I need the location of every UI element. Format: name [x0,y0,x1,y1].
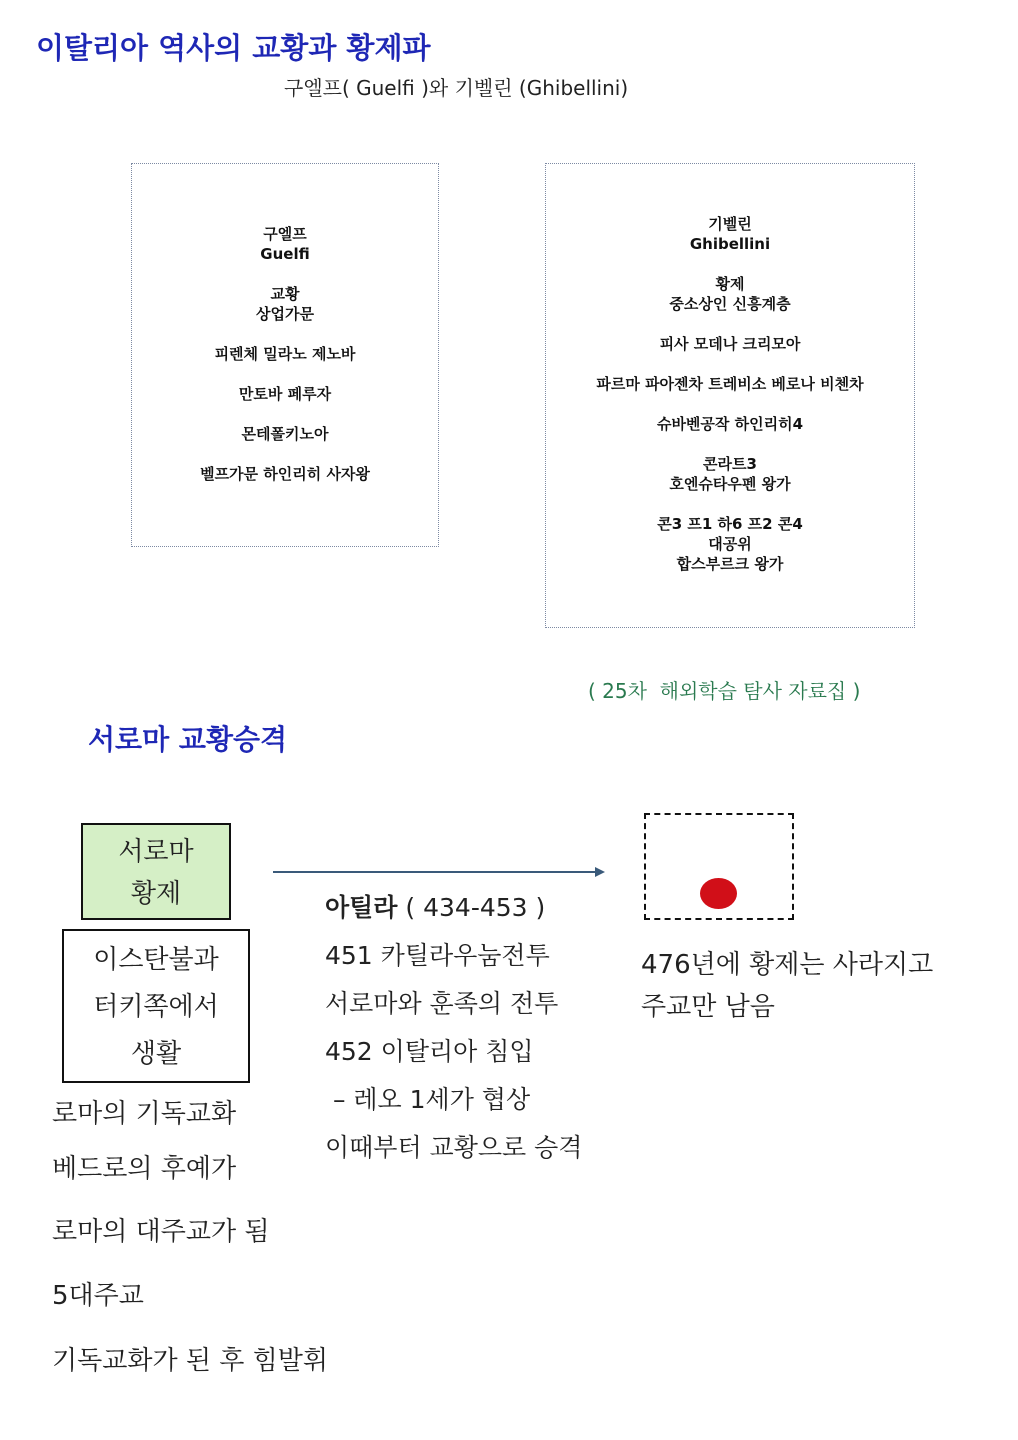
faction-line: 기벨린 [708,215,752,233]
faction-line: 만토바 페루자 [238,385,332,403]
left-note: 5대주교 [52,1281,144,1311]
source-note: ( 25차 해외학습 탐사 자료집 ) [588,679,861,703]
faction-block [546,454,914,494]
faction-line: 벨프가문 하인리히 사자왕 [200,465,370,483]
left-note: 로마의 기독교화 [52,1099,237,1129]
attila-years: ( 434-453 ) [397,893,546,922]
faction-line: 교황 [270,285,300,303]
emperor-box-line: 황제 [130,879,182,909]
left-note: 베드로의 후예가 [52,1154,237,1184]
emperor-box-line: 서로마 [118,837,194,867]
faction-line: 상업가문 [256,305,314,323]
faction-block [132,464,438,484]
faction-line: 슈바벤공작 하인리히4 [656,415,804,433]
right-note: 476년에 황제는 사라지고 [641,950,934,980]
page-subtitle: 구엘프( Guelfi )와 기벨린 (Ghibellini) [284,76,629,100]
faction-line: 피렌체 밀라노 제노바 [214,345,356,363]
istanbul-box-line: 터키쪽에서 [93,992,219,1022]
faction-block [546,214,914,254]
attila-name: 아틸라 [325,893,398,922]
attila-line: 451 카틸라우눔전투 [325,941,550,970]
attila-line: 452 이탈리아 침입 [325,1037,534,1066]
right-notes [641,944,933,1028]
left-note: 로마의 대주교가 됨 [52,1217,270,1247]
faction-block [546,334,914,354]
attila-line: 서로마와 훈족의 전투 [325,989,559,1018]
istanbul-box-line: 생활 [130,1039,182,1069]
red-dot-icon [700,878,737,909]
faction-line: 콘라트3 [703,455,757,473]
faction-line: 황제 [715,275,745,293]
section-title: 서로마 교황승격 [88,723,288,756]
faction-block [546,414,914,434]
western-emperor-box [81,823,231,920]
faction-block [546,274,914,314]
ghibellini-box [545,163,915,628]
faction-line: 파르마 파아젠차 트레비소 베로나 비첸차 [596,375,864,393]
faction-line: 구엘프 [263,225,307,243]
attila-line: – 레오 1세가 협상 [325,1085,531,1114]
faction-block [132,224,438,264]
faction-block [546,514,914,574]
faction-line: 몬테폴키노아 [241,425,329,443]
attila-line: 이때부터 교황으로 승격 [325,1133,583,1162]
right-note: 주교만 남음 [641,992,775,1022]
right-arrow-icon [273,862,609,882]
faction-line: 피사 모데나 크리모아 [659,335,801,353]
faction-line: 대공위 [708,535,752,553]
istanbul-box-line: 이스탄불과 [93,945,219,975]
attila-notes [325,884,582,1172]
page-title: 이탈리아 역사의 교황과 황제파 [36,31,431,65]
faction-block [132,284,438,324]
faction-line: Ghibellini [689,235,771,253]
faction-block [132,424,438,444]
faction-line: 콘3 프1 하6 프2 콘4 [657,515,803,533]
guelfi-box [131,163,439,547]
faction-line: 호엔슈타우펜 왕가 [669,475,791,493]
faction-line: 중소상인 신흥계층 [669,295,791,313]
left-note: 기독교화가 된 후 힘발휘 [52,1346,328,1376]
istanbul-box [62,929,250,1083]
faction-line: 합스부르크 왕가 [676,555,784,573]
faction-block [132,384,438,404]
faction-block [546,374,914,394]
faction-block [132,344,438,364]
faction-line: Guelfi [260,245,310,263]
